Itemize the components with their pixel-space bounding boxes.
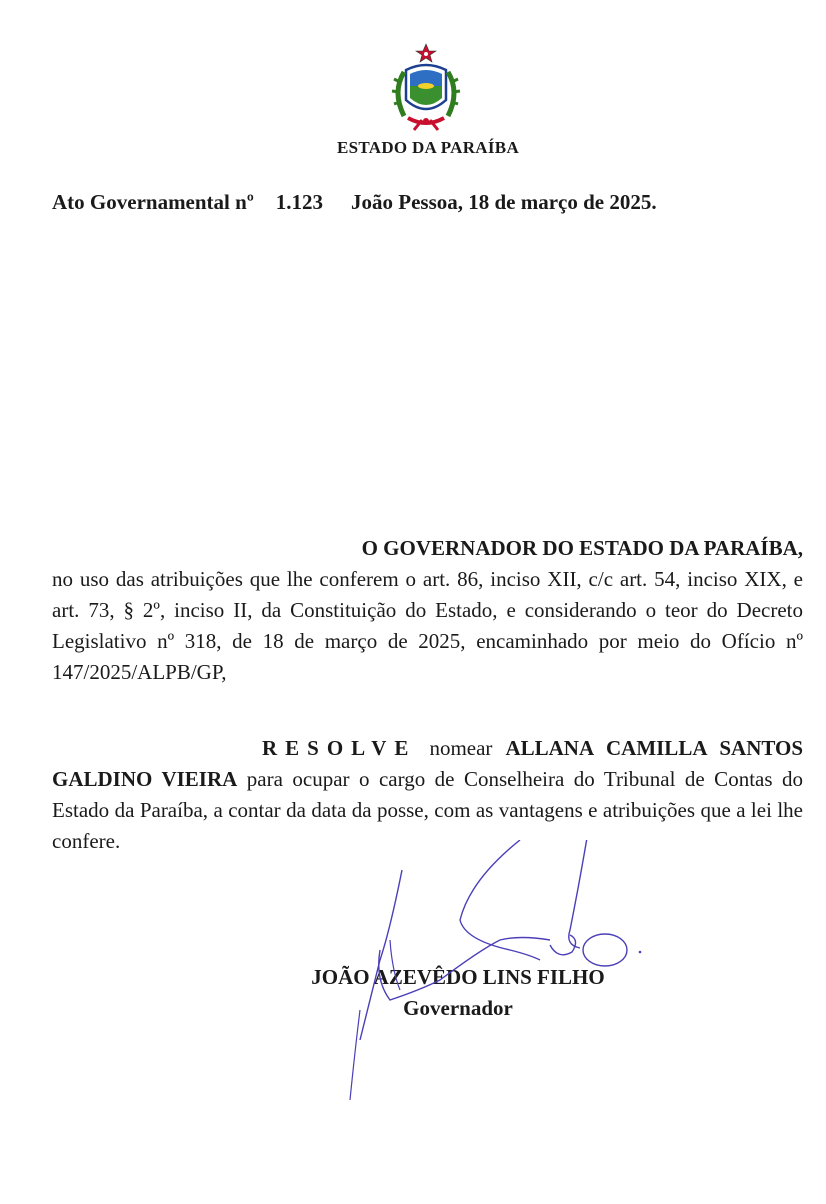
coat-of-arms-emblem [384, 42, 468, 134]
handwritten-signature [330, 840, 670, 1110]
signatory-name: JOÃO AZEVÊDO LINS FILHO [311, 965, 605, 989]
appointee-name: ALLANA CAMILLA SANTOS GALDINO VIEIRA [52, 736, 803, 791]
preamble-paragraph [52, 533, 803, 688]
action-verb: nomear [416, 736, 506, 760]
act-header-line [52, 190, 657, 215]
act-number: 1.123 [275, 190, 323, 214]
decision-paragraph [52, 733, 803, 857]
state-header: ESTADO DA PARAÍBA [336, 138, 520, 157]
act-label: Ato Governamental nº [52, 190, 254, 214]
preamble-text: no uso das atribuições que lhe conferem o art. 86, inciso XII, c/c art. 54, inciso XIX, e art. 73, § 2º, inciso II, da Constituição do Estado, e considerando o teor do Decreto Legislativo nº 318, de 18 de março de 2025, encaminhado por meio do Ofício nº 147/2025/ALPB/GP, [52, 567, 803, 684]
act-place-date: João Pessoa, 18 de março de 2025. [351, 190, 657, 214]
governor-title: O GOVERNADOR DO ESTADO DA PARAÍBA, [361, 536, 803, 560]
decision-text: para ocupar o cargo de Conselheira do Tribunal de Contas do Estado da Paraíba, a contar da data da posse, com as vantagens e atribuições que a lei lhe confere. [52, 767, 803, 853]
signatory-role: Governador [403, 996, 513, 1020]
resolve-keyword: RESOLVE [262, 736, 417, 760]
